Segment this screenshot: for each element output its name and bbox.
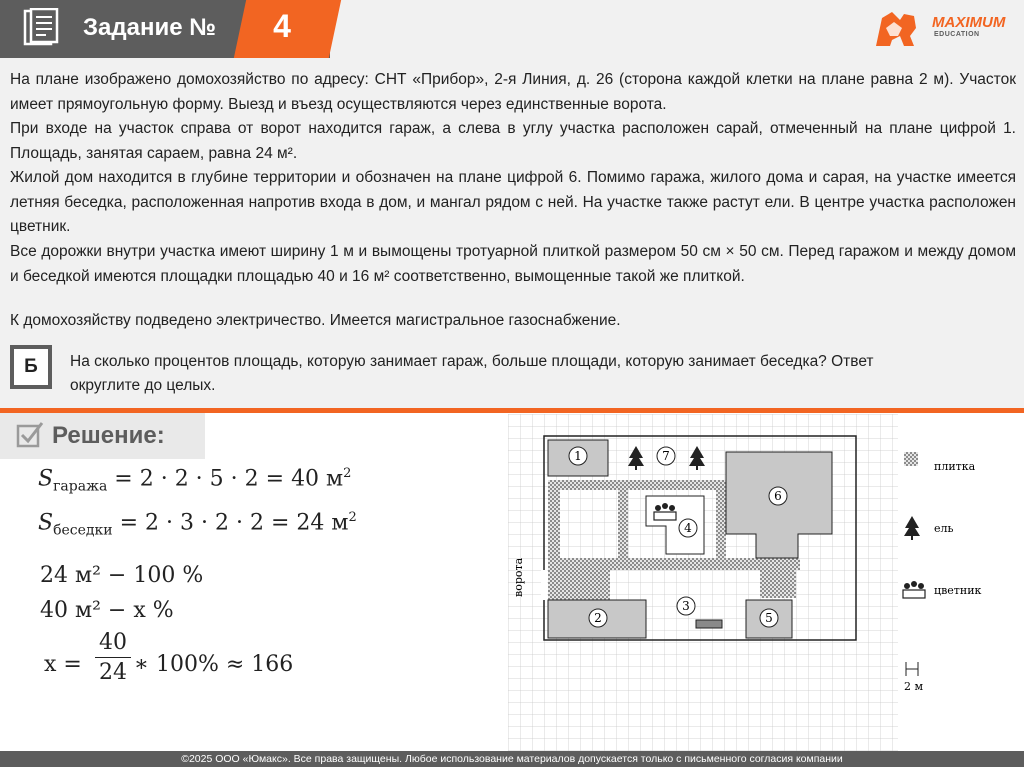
task-title: Задание № bbox=[83, 14, 216, 41]
proportion-line-1: 24 м² − 100 % bbox=[40, 563, 204, 588]
label-2-circle bbox=[589, 609, 607, 627]
path-tile bbox=[548, 480, 728, 490]
fraction-bar bbox=[95, 657, 131, 658]
question-text: На сколько процентов площадь, которую занимает гараж, больше площади, которую занимает беседка? Ответ округлите до целых. bbox=[70, 353, 874, 394]
checkbox-check-icon bbox=[16, 420, 44, 448]
proportion-line-2: 40 м² − x % bbox=[40, 598, 174, 623]
task-paragraph-2: При входе на участок справа от ворот находится гараж, а слева в углу участка расположен сарай, отмеченный на плане цифрой 1. Площадь, занятая сараем, равна 24 м². bbox=[10, 120, 1016, 162]
garage-area-formula: $S_{гаража} = 2 \cdot 2 \cdot 5 \cdot 2 = 40$ $м^2$ bbox=[38, 466, 352, 495]
gate-label: ворота bbox=[512, 557, 525, 597]
garage-expression: = 2 · 2 · 5 · 2 = 40 м bbox=[107, 466, 344, 492]
legend-tile-swatch bbox=[904, 452, 918, 466]
svg-text:5: 5 bbox=[765, 611, 773, 625]
solution-title: Решение: bbox=[52, 422, 165, 449]
legend-tree-icon bbox=[904, 516, 920, 540]
result-expression: ∗ 100% ≈ 166 bbox=[134, 652, 294, 677]
svg-text:7: 7 bbox=[662, 449, 670, 463]
task-paragraph-3: Жилой дом находится в глубине территории и обозначен на плане цифрой 6. Помимо гаража, жилого дома и сарая, на участке имеется летняя беседка, расположенная напротив входа в дом, и мангал рядом с ней. На участке также растут ели. В центре участка расположен цветник. bbox=[10, 169, 1016, 236]
label-3-circle bbox=[677, 597, 695, 615]
label-5-circle bbox=[760, 609, 778, 627]
task-number: 4 bbox=[273, 8, 291, 44]
svg-text:2: 2 bbox=[594, 611, 602, 625]
task-paragraph-5: К домохозяйству подведено электричество. Имеется магистральное газоснабжение. bbox=[10, 312, 621, 329]
label-7-circle bbox=[657, 447, 675, 465]
site-plan bbox=[508, 414, 1024, 752]
fraction bbox=[95, 630, 131, 685]
logo-subtext: EDUCATION bbox=[934, 31, 980, 38]
logo-text: MAXIMUM bbox=[932, 14, 1006, 31]
gazebo-area-formula: $S_{беседки} = 2 \cdot 3 \cdot 2 \cdot 2 = 24$ $м^2$ bbox=[38, 510, 357, 539]
gate-gap bbox=[541, 570, 547, 600]
fraction-denominator: 24 bbox=[99, 660, 127, 685]
path-tile bbox=[548, 480, 560, 570]
svg-text:4: 4 bbox=[684, 521, 692, 535]
fraction-numerator: 40 bbox=[99, 630, 127, 655]
scale-label: 2 м bbox=[904, 680, 924, 693]
section-badge: Б bbox=[14, 349, 48, 385]
garage-subscript: гаража bbox=[53, 478, 108, 495]
task-paragraph-4: Все дорожки внутри участка имеют ширину 1 м и вымощены тротуарной плиткой размером 50 см × 50 см. Перед гаражом и между домом и беседкой имеются площадки площадью 40 и 16 м² соответственно, вымощенные такой же плиткой. bbox=[10, 243, 1016, 285]
gazebo-expression: = 2 · 3 · 2 · 2 = 24 м bbox=[112, 510, 349, 536]
label-1-circle bbox=[569, 447, 587, 465]
svg-text:1: 1 bbox=[574, 449, 582, 463]
svg-text:6: 6 bbox=[774, 489, 782, 503]
label-4-circle bbox=[679, 519, 697, 537]
path-tile bbox=[618, 490, 628, 558]
legend-tree-label: ель bbox=[934, 522, 954, 535]
bbq-grill bbox=[696, 620, 722, 628]
x-equals: x = bbox=[44, 652, 82, 677]
task-paragraph-1: На плане изображено домохозяйство по адресу: СНТ «Прибор», 2-я Линия, д. 26 (сторона каждой клетки на плане равна 2 м). Участок имеет прямоугольную форму. Выезд и въезд осуществляются через единственные ворота. bbox=[10, 71, 1016, 113]
legend-tile-label: плитка bbox=[934, 460, 976, 473]
copyright-footer: ©2025 ООО «Юмакс». Все права защищены. Любое использование материалов допускается только с письменного согласия компании bbox=[0, 751, 1024, 767]
document-icon bbox=[22, 8, 60, 48]
tiled-area-garage bbox=[548, 570, 610, 600]
svg-text:3: 3 bbox=[682, 599, 690, 613]
tiled-area bbox=[760, 558, 796, 598]
label-6-circle bbox=[769, 487, 787, 505]
gazebo-subscript: беседки bbox=[53, 522, 113, 539]
legend-flowerbed-label: цветник bbox=[934, 584, 982, 597]
path-tile bbox=[716, 480, 726, 558]
legend-flowerbed-icon bbox=[903, 581, 925, 598]
